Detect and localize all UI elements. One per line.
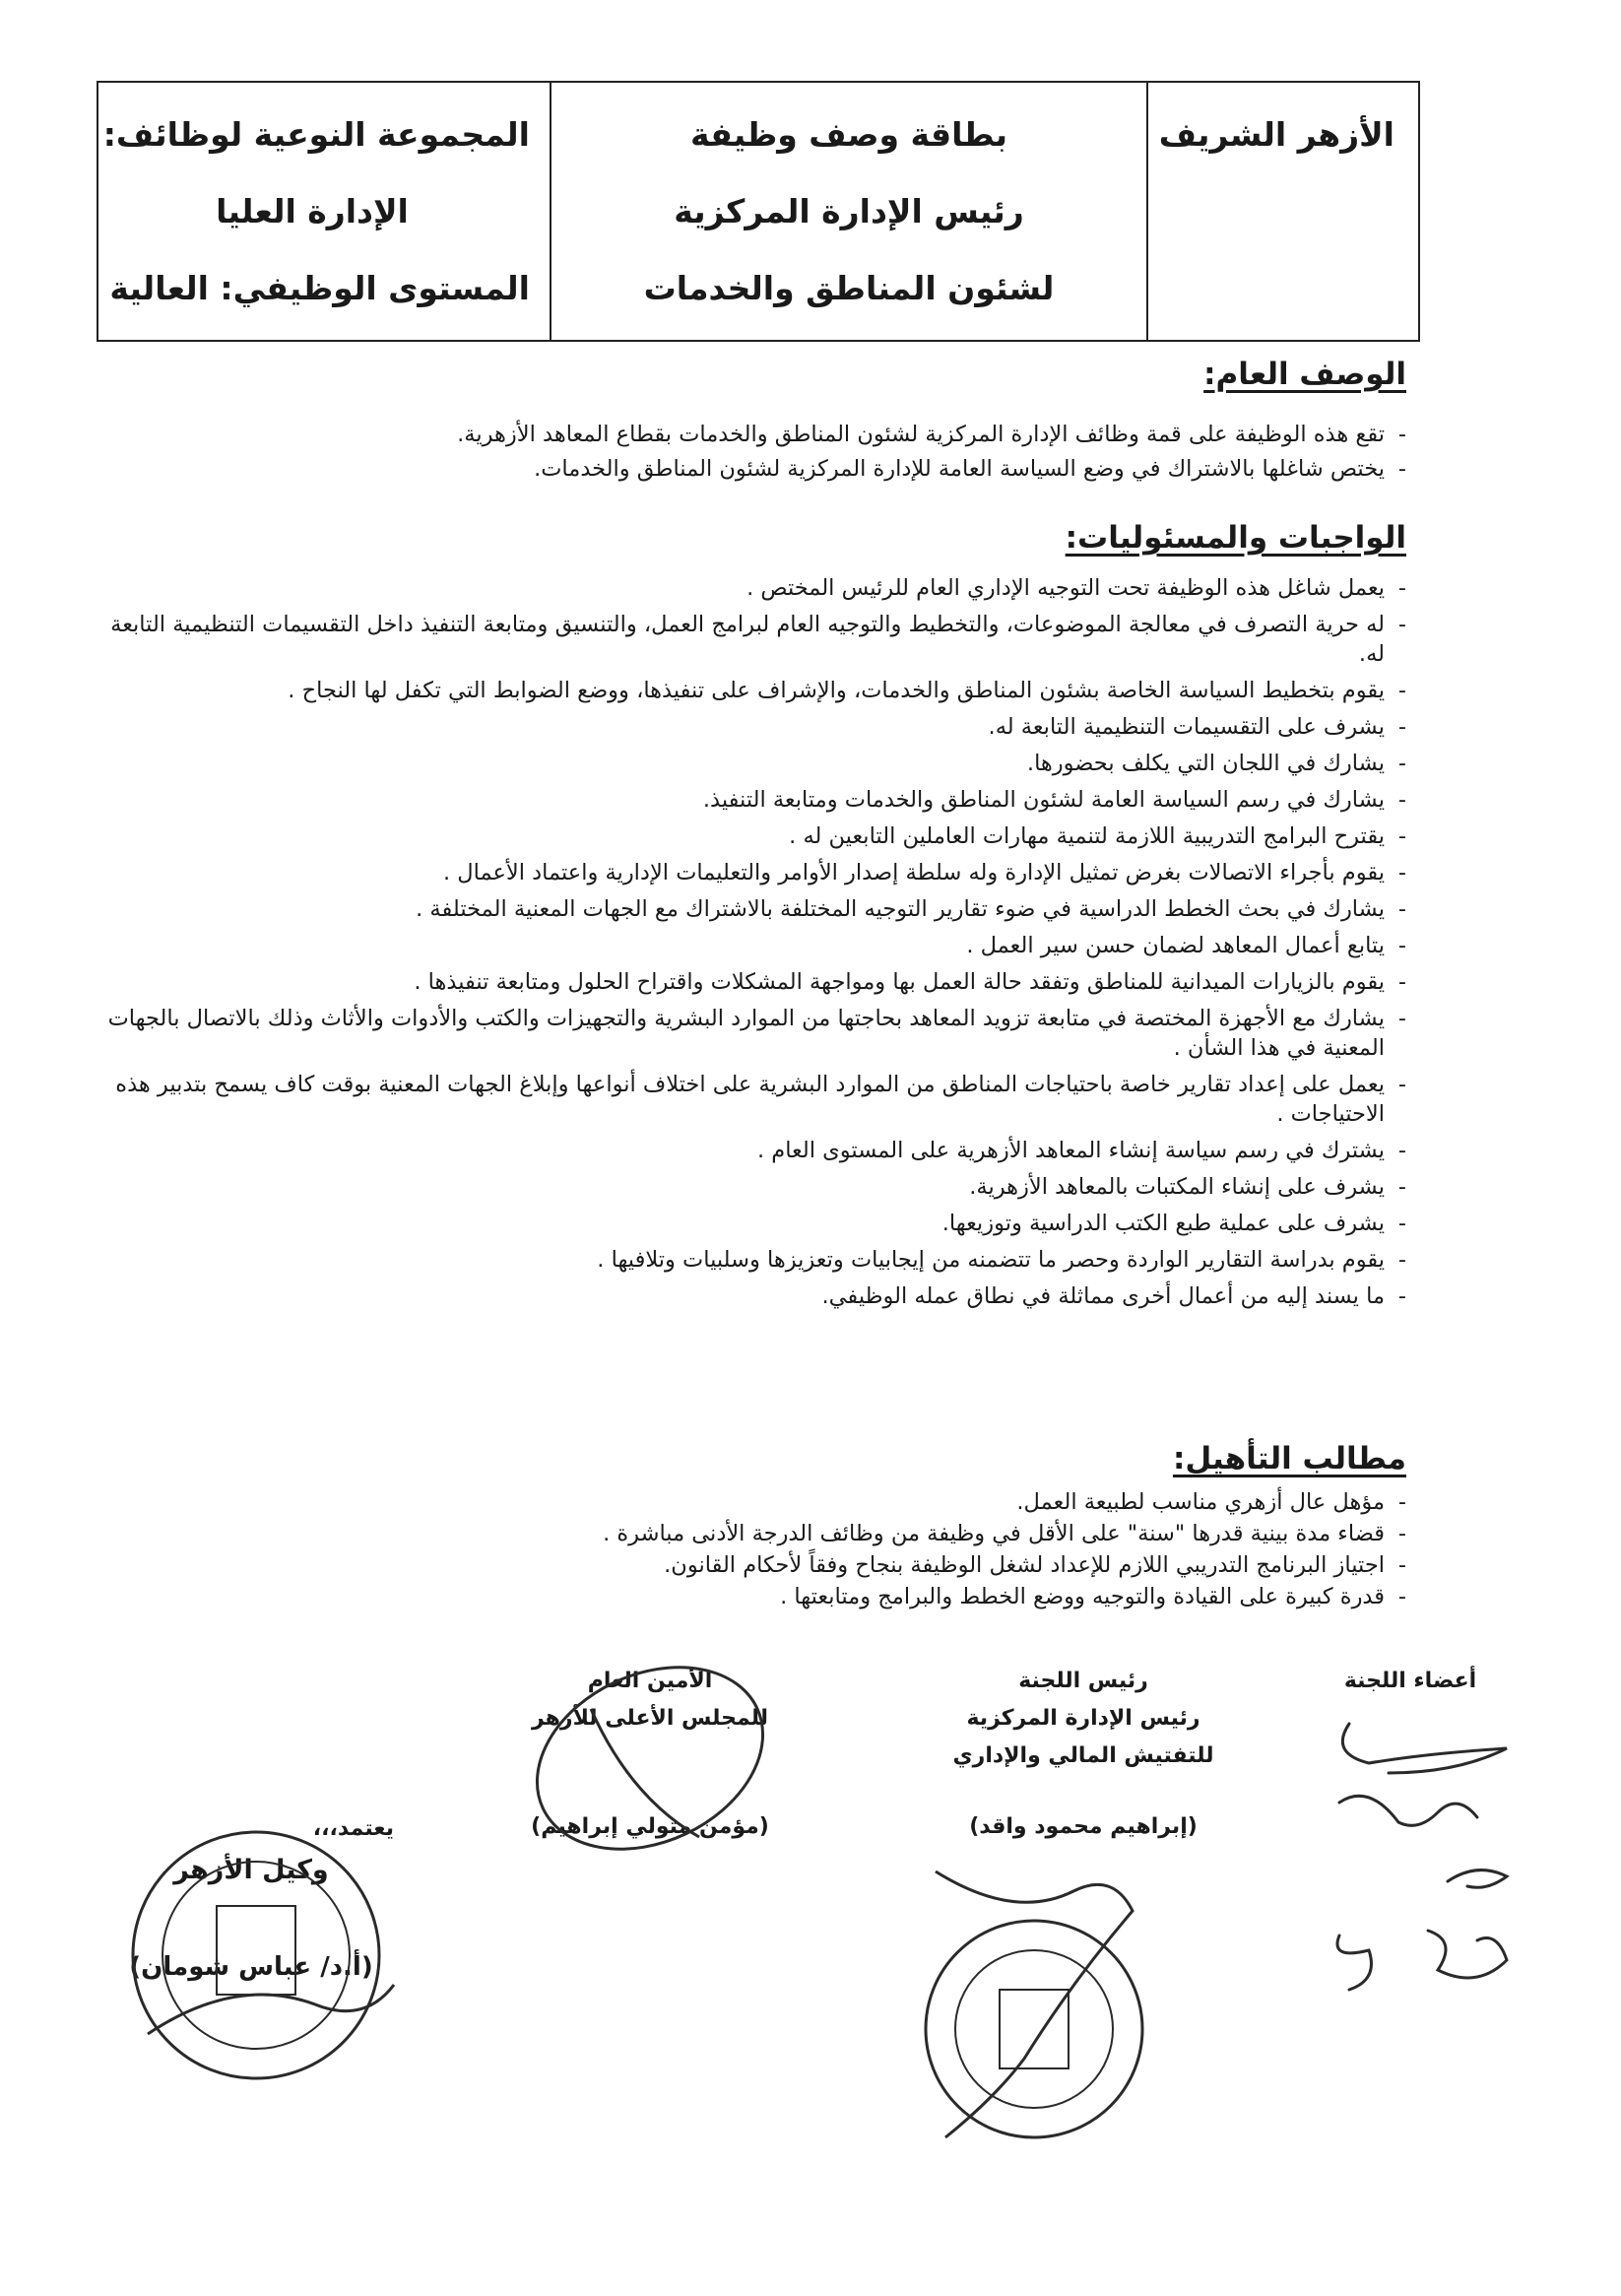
duties-list <box>98 573 1406 1318</box>
group-value: الإدارة العليا <box>216 192 409 230</box>
list-item: - يقوم بتخطيط السياسة الخاصة بشئون المناطق والخدمات، والإشراف على تنفيذها، ووضع الضوابط التي تكفل لها النجاح . <box>98 676 1406 705</box>
approval-label: يعتمد،،، <box>312 1816 394 1841</box>
list-item: - يشارك مع الأجهزة المختصة في متابعة تزويد المعاهد بحاجتها من الموارد البشرية والتجهيزات والكتب والأدوات والأثاث وذلك بالاتصال بالجهات المعنية في هذا الشأن . <box>98 1004 1406 1063</box>
list-item: - يقترح البرامج التدريبية اللازمة لتنمية مهارات العاملين التابعين له . <box>98 821 1406 851</box>
secgen-role: للمجلس الأعلى للأزهر <box>531 1706 768 1731</box>
approver-name: (أ.د/ عباس شومان) <box>129 1952 373 1982</box>
institution-name: الأزهر الشريف <box>1158 115 1394 154</box>
list-item: - يشارك في اللجان التي يكلف بحضورها. <box>98 749 1406 778</box>
general-description-list <box>98 418 1406 487</box>
approval-block <box>89 1810 414 1986</box>
list-item: - قدرة كبيرة على القيادة والتوجيه ووضع الخطط والبرامج ومتابعتها . <box>98 1582 1406 1611</box>
list-item: - يعمل شاغل هذه الوظيفة تحت التوجيه الإداري العام للرئيس المختص . <box>98 573 1406 603</box>
header-institution-cell <box>1146 83 1418 340</box>
header-table <box>97 81 1420 342</box>
chair-role-line-2: للتفتيش المالي والإداري <box>952 1743 1214 1768</box>
list-item: - يعمل على إعداد تقارير خاصة باحتياجات المناطق من الموارد البشرية على اختلاف أنواعها وإبلاغ الجهات المعنية بوقت كاف يسمح بتدبير هذه الاحتياجات . <box>98 1070 1406 1129</box>
list-item: - يشرف على عملية طبع الكتب الدراسية وتوزيعها. <box>98 1209 1406 1238</box>
header-title-cell <box>550 83 1146 340</box>
list-item: - يشرف على التقسيمات التنظيمية التابعة له. <box>98 712 1406 742</box>
committee-signatures-scribble <box>1310 1694 1566 2019</box>
job-title-line-2: لشئون المناطق والخدمات <box>643 269 1055 307</box>
header-group-cell <box>95 83 550 340</box>
list-item: - يشرف على إنشاء المكتبات بالمعاهد الأزهرية. <box>98 1172 1406 1202</box>
chair-role-line-1: رئيس الإدارة المركزية <box>966 1706 1200 1731</box>
card-title: بطاقة وصف وظيفة <box>689 115 1008 154</box>
list-item: - يقوم بأجراء الاتصالات بغرض تمثيل الإدارة وله سلطة إصدار الأوامر والتعليمات الإدارية واعتماد الأعمال . <box>98 858 1406 887</box>
list-item: - ما يسند إليه من أعمال أخرى مماثلة في نطاق عمله الوظيفي. <box>98 1281 1406 1311</box>
secretary-general-block <box>487 1663 812 1846</box>
list-item: - تقع هذه الوظيفة على قمة وظائف الإدارة المركزية لشئون المناطق والخدمات بقطاع المعاهد الأزهرية. <box>98 418 1406 452</box>
approver-title: وكيل الأزهر <box>173 1855 329 1885</box>
qualifications-list <box>98 1487 1406 1613</box>
job-title-line-1: رئيس الإدارة المركزية <box>674 192 1024 230</box>
list-item: - يتابع أعمال المعاهد لضمان حسن سير العمل . <box>98 931 1406 960</box>
chair-name: (إبراهيم محمود واقد) <box>969 1814 1198 1839</box>
list-item: - يشارك في بحث الخطط الدراسية في ضوء تقارير التوجيه المختلفة بالاشتراك مع الجهات المعنية المختلفة . <box>98 894 1406 924</box>
qualifications-title: مطالب التأهيل: <box>1172 1441 1406 1476</box>
group-label: المجموعة النوعية لوظائف: <box>102 115 530 154</box>
committee-members-label: أعضاء اللجنة <box>1343 1669 1477 1693</box>
general-description-title: الوصف العام: <box>1203 357 1406 392</box>
duties-title: الواجبات والمسئوليات: <box>1065 520 1406 556</box>
chair-seal <box>876 1832 1192 2157</box>
job-level: المستوى الوظيفي: العالية <box>109 269 530 307</box>
list-item: - له حرية التصرف في معالجة الموضوعات، والتخطيط والتوجيه العام لبرامج العمل، والتنسيق ومتابعة التنفيذ داخل التقسيمات التنظيمية التابعة له. <box>98 610 1406 669</box>
list-item: - قضاء مدة بينية قدرها "سنة" على الأقل في وظيفة من وظائف الدرجة الأدنى مباشرة . <box>98 1519 1406 1548</box>
committee-members-block <box>1341 1663 1479 1700</box>
list-item: - يشترك في رسم سياسة إنشاء المعاهد الأزهرية على المستوى العام . <box>98 1136 1406 1165</box>
list-item: - يقوم بدراسة التقارير الواردة وحصر ما تتضمنه من إيجابيات وتعزيزها وسلبيات وتلافيها . <box>98 1245 1406 1275</box>
committee-chair-block <box>921 1663 1246 1846</box>
list-item: - يشارك في رسم السياسة العامة لشئون المناطق والخدمات ومتابعة التنفيذ. <box>98 785 1406 815</box>
list-item: - اجتياز البرنامج التدريبي اللازم للإعداد لشغل الوظيفة بنجاح وفقاً لأحكام القانون. <box>98 1550 1406 1580</box>
list-item: - يقوم بالزيارات الميدانية للمناطق وتفقد حالة العمل بها ومواجهة المشكلات واقتراح الحلول ومتابعة تنفيذها . <box>98 967 1406 997</box>
secgen-title: الأمين العام <box>587 1669 713 1693</box>
chair-title: رئيس اللجنة <box>1018 1669 1148 1693</box>
list-item: - يختص شاغلها بالاشتراك في وضع السياسة العامة للإدارة المركزية لشئون المناطق والخدمات. <box>98 452 1406 487</box>
secgen-name: (مؤمن متولي إبراهيم) <box>531 1814 769 1839</box>
list-item: - مؤهل عال أزهري مناسب لطبيعة العمل. <box>98 1487 1406 1517</box>
